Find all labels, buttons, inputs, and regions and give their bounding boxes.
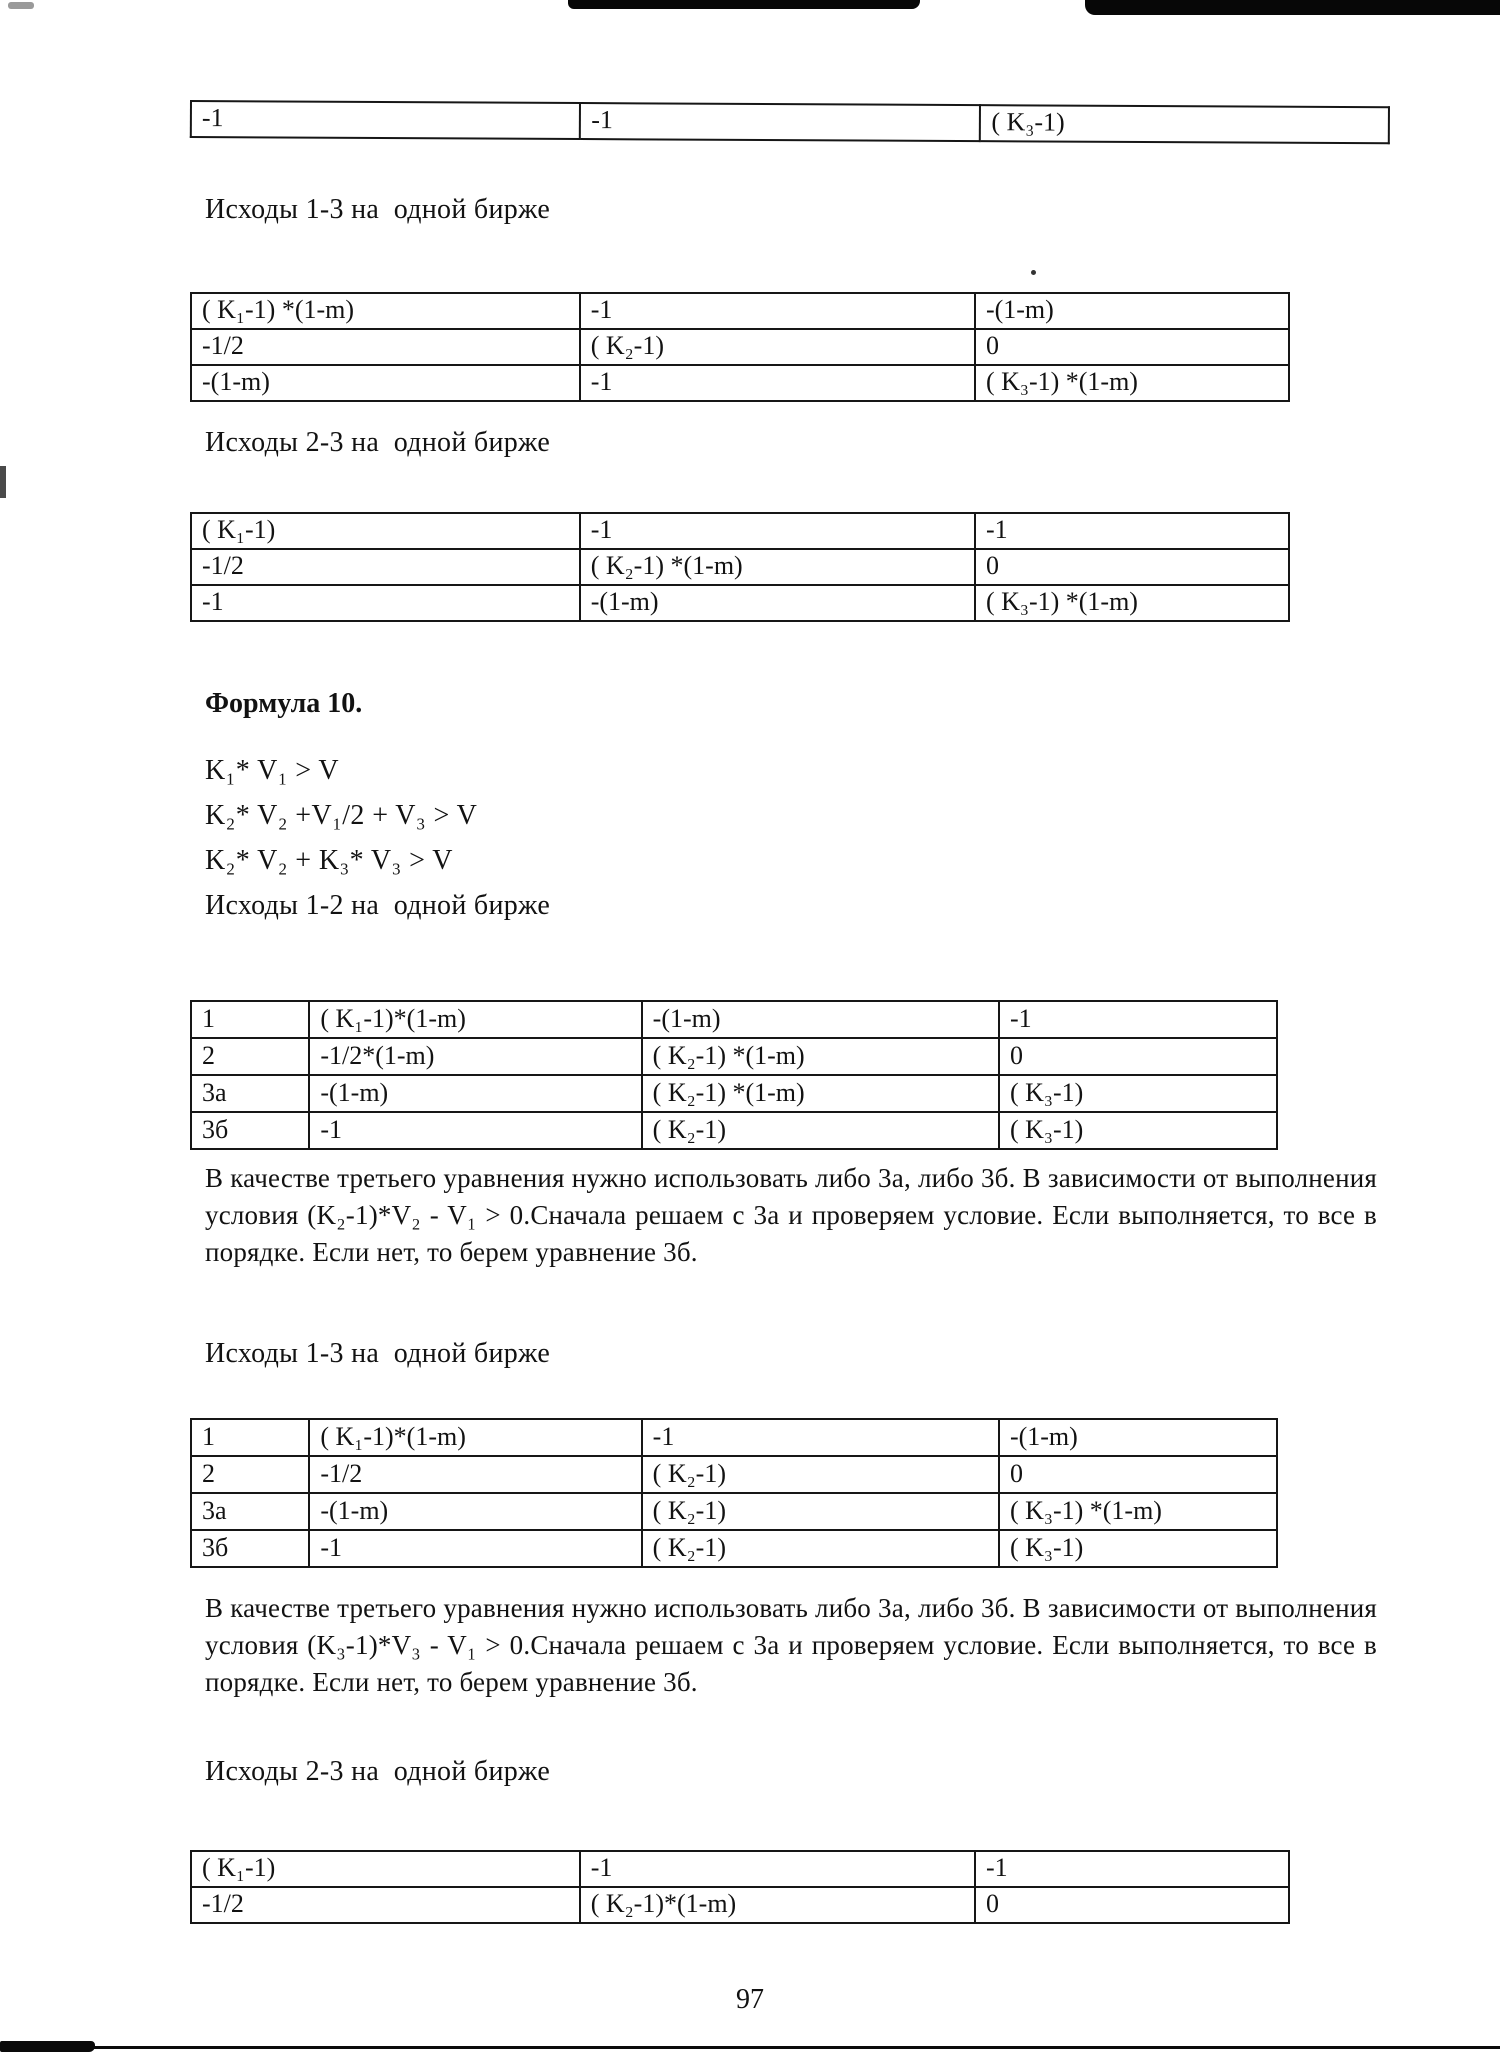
table-outcomes-1-3-second bbox=[190, 1418, 1278, 1568]
table-row bbox=[191, 365, 1289, 401]
table-cell: -1 bbox=[309, 1112, 641, 1149]
table-cell: -1 bbox=[580, 293, 975, 329]
table-cell: 3а bbox=[191, 1493, 309, 1530]
table-cell: -1/2*(1-m) bbox=[309, 1038, 641, 1075]
table-cell: ( K₁-1)*(1-m) bbox=[309, 1419, 641, 1456]
table-cell: ( K₂-1)*(1-m) bbox=[580, 1887, 975, 1923]
table-outcomes-1-2 bbox=[190, 1000, 1278, 1150]
table-cell: 3б bbox=[191, 1112, 309, 1149]
table-cell: -1/2 bbox=[191, 1887, 580, 1923]
table-row bbox=[191, 1456, 1277, 1493]
table-cell: -1 bbox=[999, 1001, 1277, 1038]
section-heading-outcomes-2-3-second: Исходы 2-3 на одной бирже bbox=[205, 1756, 551, 1787]
table-cell: -1 bbox=[580, 365, 975, 401]
table-cell: ( K₁-1) bbox=[191, 1851, 580, 1887]
table-cell: -1 bbox=[580, 1851, 975, 1887]
table-cell: -1 bbox=[580, 103, 980, 141]
table-row bbox=[191, 1493, 1277, 1530]
scan-artifact-left-dash bbox=[0, 466, 6, 498]
table-cell: ( K₂-1) bbox=[580, 329, 975, 365]
table-cell: ( K₃-1) bbox=[999, 1112, 1277, 1149]
table-cell: -(1-m) bbox=[975, 293, 1289, 329]
table-cell: -1/2 bbox=[191, 329, 580, 365]
table-cell: ( K₂-1) *(1-m) bbox=[642, 1038, 999, 1075]
table-row bbox=[191, 513, 1289, 549]
table-cell: -1/2 bbox=[191, 549, 580, 585]
table-cell: ( K₃-1) bbox=[999, 1530, 1277, 1567]
table-cell: 1 bbox=[191, 1001, 309, 1038]
table-cell: -(1-m) bbox=[642, 1001, 999, 1038]
table-cell: -1 bbox=[191, 101, 581, 139]
formula-line-3: K₂* V₂ + K₃* V₃ > V bbox=[205, 845, 453, 876]
table-cell: 0 bbox=[999, 1038, 1277, 1075]
table-cell: 2 bbox=[191, 1038, 309, 1075]
scan-artifact-top-bar-1 bbox=[568, 0, 920, 9]
table-row bbox=[191, 549, 1289, 585]
table-cell: ( K₂-1) bbox=[642, 1493, 999, 1530]
paragraph-condition-k2: В качестве третьего уравнения нужно использовать либо 3а, либо 3б. В зависимости от выполнения условия (K₂-1)*V₂ - V₁ > 0.Сначала решаем с 3а и проверяем условие. Если выполняется, то все в порядке. Если нет, то берем уравнение 3б. bbox=[205, 1163, 1377, 1267]
table-row bbox=[191, 329, 1289, 365]
table-cell: 0 bbox=[975, 549, 1289, 585]
table-cell: ( K₂-1) bbox=[642, 1456, 999, 1493]
table-cell: 0 bbox=[999, 1456, 1277, 1493]
table-cell: -(1-m) bbox=[580, 585, 975, 621]
table-row bbox=[191, 1851, 1289, 1887]
table-cell: -1 bbox=[309, 1530, 641, 1567]
table-cell: 1 bbox=[191, 1419, 309, 1456]
section-heading-outcomes-1-3-second: Исходы 1-3 на одной бирже bbox=[205, 1338, 551, 1369]
table-cell: ( K₁-1) *(1-m) bbox=[191, 293, 580, 329]
table-cell: ( K₃-1) *(1-m) bbox=[975, 585, 1289, 621]
table-cell: -1 bbox=[642, 1419, 999, 1456]
table-cell: ( K₃-1) *(1-m) bbox=[975, 365, 1289, 401]
table-cell: 3а bbox=[191, 1075, 309, 1112]
table-cell: -1 bbox=[580, 513, 975, 549]
table-cell: ( K₂-1) *(1-m) bbox=[580, 549, 975, 585]
section-heading-outcomes-1-3: Исходы 1-3 на одной бирже bbox=[205, 194, 551, 225]
table-cell: 2 bbox=[191, 1456, 309, 1493]
table-cell: ( K₂-1) *(1-m) bbox=[642, 1075, 999, 1112]
table-outcomes-2-3-partial bbox=[190, 1850, 1290, 1924]
table-row bbox=[191, 1112, 1277, 1149]
table-row bbox=[191, 1001, 1277, 1038]
formula-line-2: K₂* V₂ +V₁/2 + V₃ > V bbox=[205, 800, 478, 831]
page-number: 97 bbox=[736, 1984, 764, 2015]
table-row bbox=[191, 1075, 1277, 1112]
table-row bbox=[191, 1887, 1289, 1923]
section-heading-outcomes-2-3: Исходы 2-3 на одной бирже bbox=[205, 427, 551, 458]
table-row bbox=[191, 101, 1389, 143]
table-row bbox=[191, 293, 1289, 329]
table-cell: 0 bbox=[975, 1887, 1289, 1923]
table-cell: -(1-m) bbox=[191, 365, 580, 401]
table-cell: -1 bbox=[191, 585, 580, 621]
table-cell: ( K₁-1)*(1-m) bbox=[309, 1001, 641, 1038]
scan-artifact-top-left-spot bbox=[8, 2, 34, 9]
scan-artifact-dot bbox=[1031, 270, 1036, 275]
table-outcomes-top-partial bbox=[190, 100, 1390, 144]
formula-10-title: Формула 10. bbox=[205, 688, 363, 719]
table-row bbox=[191, 1038, 1277, 1075]
table-cell: -(1-m) bbox=[309, 1493, 641, 1530]
formula-block bbox=[205, 748, 477, 883]
table-cell: -1/2 bbox=[309, 1456, 641, 1493]
formula-line-1: K₁* V₁ > V bbox=[205, 755, 339, 786]
table-cell: ( K₃-1) bbox=[980, 105, 1389, 143]
scan-artifact-top-bar-2 bbox=[1085, 0, 1500, 15]
table-cell: ( K₃-1) bbox=[999, 1075, 1277, 1112]
paragraph-condition-k3: В качестве третьего уравнения нужно использовать либо 3а, либо 3б. В зависимости от выполнения условия (K₃-1)*V₃ - V₁ > 0.Сначала решаем с 3а и проверяем условие. Если выполняется, то все в порядке. Если нет, то берем уравнение 3б. bbox=[205, 1593, 1377, 1697]
table-cell: -1 bbox=[975, 513, 1289, 549]
scan-artifact-bottom-line bbox=[0, 2046, 1500, 2049]
table-cell: -1 bbox=[975, 1851, 1289, 1887]
table-outcomes-1-3-first bbox=[190, 292, 1290, 402]
table-cell: -(1-m) bbox=[309, 1075, 641, 1112]
table-cell: ( K₂-1) bbox=[642, 1530, 999, 1567]
table-cell: ( K₃-1) *(1-m) bbox=[999, 1493, 1277, 1530]
table-row bbox=[191, 1419, 1277, 1456]
table-cell: 3б bbox=[191, 1530, 309, 1567]
table-row bbox=[191, 1530, 1277, 1567]
table-cell: -(1-m) bbox=[999, 1419, 1277, 1456]
table-outcomes-2-3-first bbox=[190, 512, 1290, 622]
table-row bbox=[191, 585, 1289, 621]
section-heading-outcomes-1-2: Исходы 1-2 на одной бирже bbox=[205, 890, 551, 921]
table-cell: ( K₁-1) bbox=[191, 513, 580, 549]
table-cell: 0 bbox=[975, 329, 1289, 365]
table-cell: ( K₂-1) bbox=[642, 1112, 999, 1149]
